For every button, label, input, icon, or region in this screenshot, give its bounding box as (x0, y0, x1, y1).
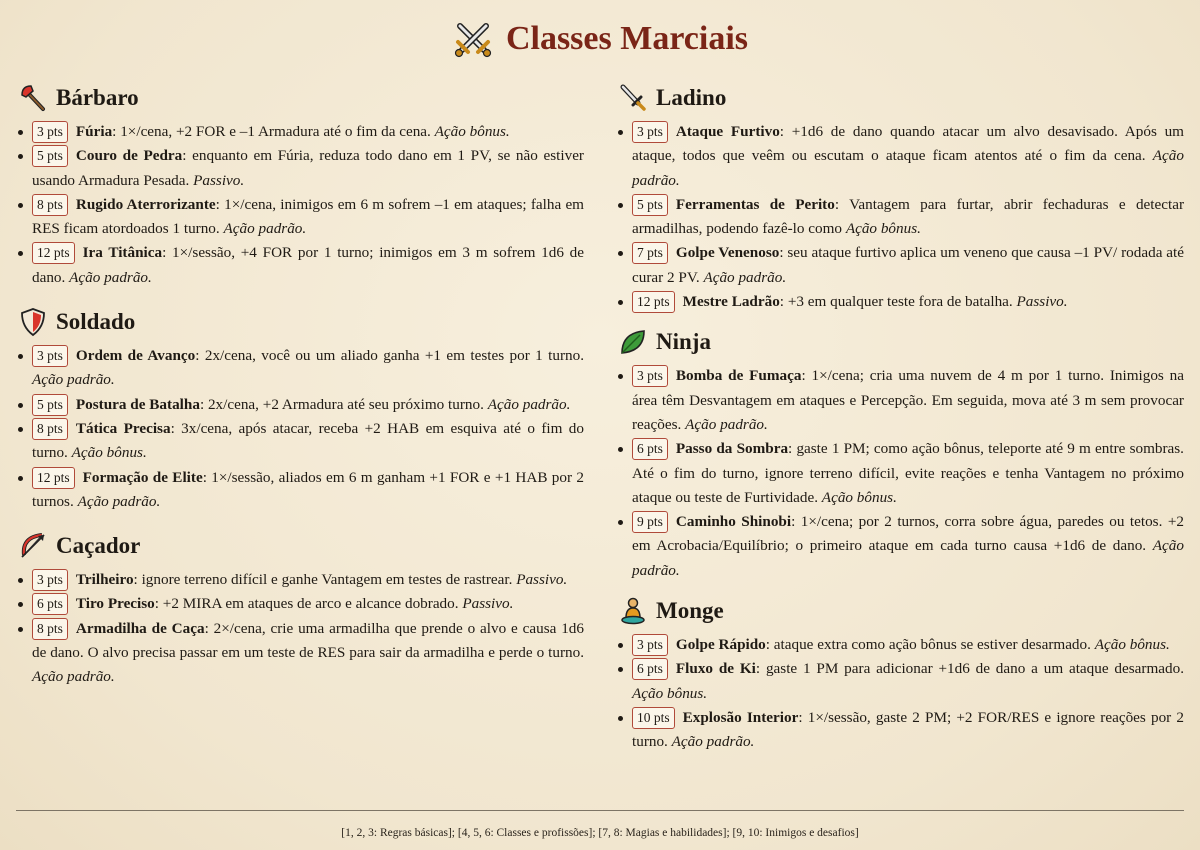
ability-name: Tiro Preciso (75, 595, 155, 613)
section-cacador (18, 528, 584, 689)
ability-desc: : 3x/cena, após atacar, receba +2 HAB em esquiva até o fim do turno. (32, 419, 584, 462)
list-item (618, 706, 1184, 755)
ability-desc: : 1×/sessão, gaste 2 PM; +2 FOR/RES e ignore reações por 2 turno. (632, 708, 1184, 751)
section-title: Ladino (656, 85, 727, 110)
ability-desc: : ignore terreno difícil e ganhe Vantagem em testes de rastrear. (133, 571, 517, 589)
action-tag: Ação padrão. (69, 268, 152, 286)
ability-name: Golpe Rápido (675, 636, 766, 654)
cost-badge: 12 pts (632, 291, 675, 313)
ability-name: Mestre Ladrão (682, 293, 780, 311)
right-column (618, 80, 1184, 765)
action-tag: Ação padrão. (487, 395, 571, 413)
action-tag: Passivo. (516, 571, 568, 589)
list-item (18, 241, 584, 290)
ability-desc: : +1d6 de dano quando atacar um alvo desavisado. Após um ataque, todos que veêm ou escutam o ataque ficam atentos até o fim da cena. (632, 123, 1184, 165)
action-tag: Passivo. (462, 595, 514, 613)
cost-badge: 3 pts (632, 634, 668, 656)
ability-name: Fúria (75, 123, 113, 140)
cost-badge: 3 pts (32, 569, 68, 591)
action-tag: Ação padrão. (632, 147, 1184, 189)
list-item (18, 568, 584, 592)
ability-desc: : 1×/cena, +2 FOR e –1 Armadura até o fim da cena. (112, 123, 435, 140)
list-item (18, 193, 584, 242)
action-tag: Ação padrão. (223, 220, 307, 238)
cost-badge: 6 pts (32, 593, 68, 615)
ability-desc: : gaste 1 PM para adicionar +1d6 de dano a um ataque desarmado. (755, 660, 1184, 678)
cost-badge: 8 pts (32, 618, 68, 640)
ability-name: Passo da Sombra (675, 440, 789, 458)
ability-desc: : 1×/sessão, +4 FOR por 1 turno; inimigos em 3 m sofrem 1d6 de dano. (32, 244, 585, 286)
cost-badge: 3 pts (32, 121, 68, 143)
action-tag: Ação bônus. (632, 684, 708, 702)
action-tag: Ação bônus. (845, 220, 921, 238)
cost-badge: 12 pts (32, 467, 75, 489)
cost-badge: 8 pts (32, 194, 68, 216)
ability-desc: : gaste 1 PM; como ação bônus, teleporte até 9 m entre sombras. Até o fim do turno, ignore terreno difícil, evite reações e tenha Vantagem no próximo ataque ou teste de Furtividade. (632, 440, 1184, 506)
list-item (18, 617, 584, 690)
ability-name: Caminho Shinobi (675, 513, 792, 531)
ability-desc: : 1×/sessão, aliados em 6 m ganham +1 FOR e +1 HAB por 2 turnos. (32, 468, 584, 510)
action-tag: Ação padrão. (671, 733, 755, 751)
cost-badge: 10 pts (632, 707, 675, 729)
list-item (618, 241, 1184, 290)
list-item (18, 393, 584, 417)
ability-desc: : 1×/cena, inimigos em 6 m sofrem –1 em ataques; falha em RES ficam atordoados 1 turno. (32, 195, 584, 238)
ability-name: Ferramentas de Perito (675, 195, 835, 213)
ability-desc: : 2x/cena, +2 Armadura até seu próximo turno. (199, 395, 488, 413)
section-heading (18, 304, 584, 340)
page-title: Classes Marciais (505, 20, 749, 57)
bow-icon (18, 531, 48, 561)
action-tag: Ação padrão. (32, 371, 115, 389)
section-heading (18, 528, 584, 564)
footer-navigation: [1, 2, 3: Regras básicas]; [4, 5, 6: Classes e profissões]; [7, 8: Magias e habilidades]; [9, 10: Inimigos e desafios] (341, 827, 859, 839)
ability-name: Fluxo de Ki (675, 660, 756, 678)
crossed-swords-icon (452, 18, 494, 60)
ability-desc: : 2x/cena, você ou um aliado ganha +1 em testes por 1 turno. (195, 347, 584, 365)
ability-name: Couro de Pedra (75, 147, 183, 165)
section-title: Ninja (656, 329, 711, 355)
leaf-icon (618, 327, 648, 357)
section-soldado (18, 304, 584, 514)
page-header (0, 18, 1200, 60)
ability-desc: : +3 em qualquer teste fora de batalha. (779, 293, 1017, 311)
list-item (18, 417, 584, 466)
cost-badge: 3 pts (32, 345, 68, 367)
cost-badge: 3 pts (632, 365, 668, 387)
footer-divider (16, 810, 1184, 811)
section-barbaro (18, 80, 584, 290)
ability-name: Golpe Venenoso (675, 244, 780, 262)
ability-list (618, 364, 1184, 583)
cost-badge: 6 pts (632, 438, 668, 460)
action-tag: Ação padrão. (32, 668, 115, 686)
list-item (618, 510, 1184, 583)
list-item (18, 344, 584, 393)
cost-badge: 3 pts (632, 121, 668, 143)
action-tag: Ação padrão. (703, 268, 787, 286)
ability-name: Armadilha de Caça (75, 619, 205, 637)
section-heading (618, 324, 1184, 360)
cost-badge: 7 pts (632, 242, 668, 264)
dagger-icon (618, 83, 648, 113)
ability-name: Bomba de Fumaça (675, 367, 802, 385)
cost-badge: 5 pts (32, 394, 68, 416)
cost-badge: 9 pts (632, 511, 668, 533)
axe-icon (18, 83, 48, 113)
section-ladino (618, 80, 1184, 314)
ability-name: Rugido Aterrorizante (75, 195, 216, 213)
ability-list (618, 633, 1184, 754)
section-title: Monge (656, 598, 724, 624)
ability-list (18, 568, 584, 689)
action-tag: Ação padrão. (632, 537, 1184, 579)
action-tag: Ação padrão. (77, 492, 161, 510)
ability-desc: : 1×/cena; cria uma nuvem de 4 m por 1 turno. Inimigos na área têm Desvantagem em ataques e Percepção. Em seguida, mova até 3 m sem provocar reações. (632, 367, 1184, 433)
meditating-monk-icon (618, 596, 648, 626)
action-tag: Passivo. (193, 171, 245, 189)
ability-list (18, 344, 584, 514)
ability-desc: : seu ataque furtivo aplica um veneno que causa –1 PV/ rodada até curar 2 PV. (632, 244, 1184, 286)
action-tag: Ação bônus. (821, 488, 897, 506)
action-tag: Ação bônus. (1094, 636, 1170, 654)
ability-desc: : ataque extra como ação bônus se estiver desarmado. (765, 636, 1095, 654)
ability-name: Ataque Furtivo (675, 123, 780, 140)
ability-desc: : 1×/cena; por 2 turnos, corra sobre água, paredes ou tetos. +2 em Acrobacia/Equilíbrio; o primeiro ataque em cada turno causa +1d6 de dano. (632, 513, 1184, 555)
ability-name: Tática Precisa (75, 419, 171, 437)
list-item (618, 120, 1184, 193)
section-heading (18, 80, 584, 116)
action-tag: Ação bônus. (71, 444, 147, 462)
cost-badge: 12 pts (32, 242, 75, 264)
section-title: Soldado (56, 309, 136, 335)
cost-badge: 6 pts (632, 658, 668, 680)
cost-badge: 5 pts (32, 145, 68, 167)
section-monge (618, 593, 1184, 754)
section-heading (618, 593, 1184, 629)
list-item (18, 466, 584, 515)
ability-desc: : +2 MIRA em ataques de arco e alcance dobrado. (154, 595, 463, 613)
action-tag: Ação bônus. (434, 123, 510, 140)
ability-list (18, 120, 584, 290)
list-item (18, 592, 584, 616)
ability-name: Trilheiro (75, 571, 134, 589)
ability-desc: : Vantagem para furtar, abrir fechaduras e detectar armadilhas, podendo fazê-lo como (632, 195, 1184, 238)
section-title: Caçador (56, 533, 141, 559)
ability-desc: : enquanto em Fúria, reduza todo dano em 1 PV, se não estiver usando Armadura Pesada. (32, 147, 584, 189)
list-item (618, 437, 1184, 510)
section-title: Bárbaro (56, 85, 139, 110)
list-item (618, 193, 1184, 242)
list-item (618, 633, 1184, 657)
cost-badge: 5 pts (632, 194, 668, 216)
section-heading (618, 80, 1184, 116)
left-column (18, 80, 584, 700)
ability-name: Ordem de Avanço (75, 347, 196, 365)
action-tag: Passivo. (1016, 293, 1068, 311)
list-item (18, 144, 584, 193)
shield-icon (18, 307, 48, 337)
ability-list (618, 120, 1184, 314)
ability-name: Ira Titânica (82, 244, 163, 262)
section-ninja (618, 324, 1184, 583)
list-item (618, 364, 1184, 437)
ability-name: Postura de Batalha (75, 395, 200, 413)
ability-name: Explosão Interior (682, 708, 799, 726)
list-item (18, 120, 584, 144)
cost-badge: 8 pts (32, 418, 68, 440)
list-item (618, 290, 1184, 314)
ability-name: Formação de Elite (82, 468, 203, 486)
ability-desc: : 2×/cena, crie uma armadilha que prende o alvo e causa 1d6 de dano. O alvo precisa passar em um teste de RES para sair da armadilha e perde o turno. (32, 619, 584, 662)
list-item (618, 657, 1184, 706)
action-tag: Ação padrão. (685, 415, 768, 433)
